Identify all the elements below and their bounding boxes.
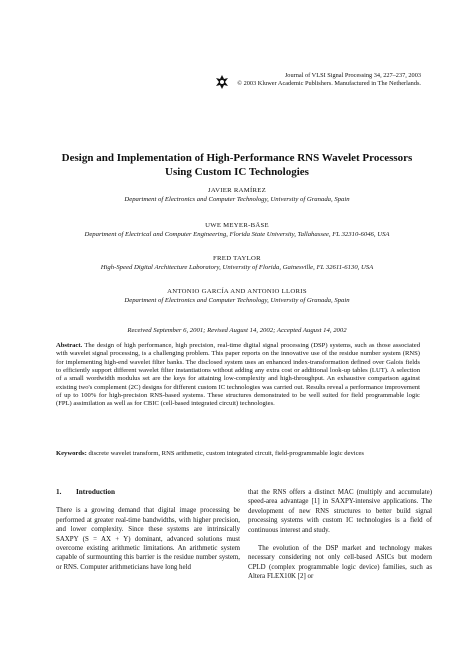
keywords [56,450,420,458]
author-name: JAVIER RAMÍREZ [207,187,267,194]
intro-paragraph-3: The evolution of the DSP market and technology makes necessary considering not only cell-based ASICs but modern CPLD (complex programmable logic device) families, such as Altera FLEX10K [2] or [248,545,432,581]
journal-citation: Journal of VLSI Signal Processing 34, 227–237, 2003 [284,72,421,79]
left-column [56,488,240,572]
section-title: Introduction [76,488,116,496]
title-line-1: Design and Implementation of High-Performance RNS Wavelet Processors [61,152,413,164]
author-block-4 [30,287,444,305]
author-block-2 [30,221,444,239]
title-line-2: Using Custom IC Technologies [165,165,309,178]
author-block-1 [30,186,444,204]
received-dates: Received September 6, 2001; Revised August 14, 2002; Accepted August 14, 2002 [127,327,347,334]
author-name: ANTONIO GARCÍA AND ANTONIO LLORIS [167,288,307,295]
right-column [248,488,432,582]
author-block-3 [30,254,444,272]
author-affiliation: Department of Electronics and Computer Technology, University of Granada, Spain [124,196,350,203]
author-name: FRED TAYLOR [213,255,261,262]
author-affiliation: Department of Electrical and Computer Engineering, Florida State University, Tallahassee, FL 32310-6046, USA [84,231,390,238]
copyright-line: © 2003 Kluwer Academic Publishers. Manufactured in The Netherlands. [237,80,421,88]
paper-title [40,152,434,179]
intro-paragraph-1: There is a growing demand that digital image processing be performed at greater real-time bandwidths, with higher precision, and lower complexity. Since these systems are intrinsically SAXPY (S = AX + Y) dominant, advanced solutions must overcome existing arithmetic limitations. An arithmetic system capable of surmounting this barrier is the residue number system, or RNS. Computer arithmeticians have long held [56,507,240,571]
section-number: 1. [56,488,62,496]
keywords-text: discrete wavelet transform, RNS arithmetic, custom integrated circuit, field-programmable logic devices [88,450,364,457]
intro-paragraph-2: that the RNS offers a distinct MAC (multiply and accumulate) speed-area advantage [1] in SAXPY-intensive applications. The development of new RNS structures to better build signal processing systems with custom IC technologies is a field of continuous interest and study. [248,489,432,534]
author-affiliation: High-Speed Digital Architecture Laboratory, University of Florida, Gainesville, FL 32611-6130, USA [100,264,374,271]
author-affiliation: Department of Electronics and Computer Technology, University of Granada, Spain [124,297,350,304]
abstract-text: The design of high performance, high precision, real-time digital signal processing (DSP) systems, such as those associated with wavelet signal processing, is a challenging problem. This paper reports on the innovative use of the residue number system (RNS) for implementing high-end wavelet filter banks. The disclosed system uses an enhanced index-transformation defined over Galois fields to efficiently support different wavelet filter instantiations without adding any extra cost or additional look-up tables (LUT). A selection of a small wordwidth modulus set are the keys for attaining low-complexity and high-throughput. An exhaustive comparison against existing two's complement (2C) designs for different custom IC technologies was carried out. Results reveal a performance improvement of up to 100% for high-precision RNS-based systems. These structures demonstrated to be well suited for field programmable logic (FPL) assimilation as well as for CBIC (cell-based integrated circuit) technologies. [56,342,420,408]
section-heading [56,488,240,497]
keywords-label: Keywords: [56,450,87,457]
abstract [56,342,420,409]
abstract-label: Abstract. [56,342,83,349]
publisher-logo-icon [214,74,230,90]
author-name: UWE MEYER-BÄSE [205,222,269,229]
